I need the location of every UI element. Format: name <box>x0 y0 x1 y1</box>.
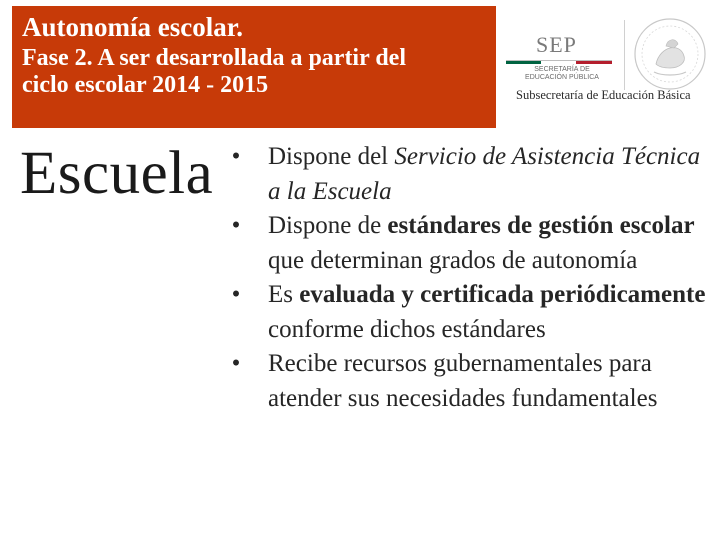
sep-caption-line-1: SECRETARÍA DE <box>534 66 590 73</box>
sep-logo <box>506 32 612 92</box>
bullet-item <box>226 140 716 209</box>
bullet-text-segment: Es <box>268 281 300 308</box>
bullet-item <box>226 209 716 278</box>
slide-subtitle-line-1: Fase 2. A ser desarrollada a partir del <box>22 44 406 71</box>
slide-subtitle-line-2: ciclo escolar 2014 - 2015 <box>22 72 269 99</box>
sep-color-rule <box>506 60 612 64</box>
bullet-item <box>226 347 716 416</box>
bullet-text-segment: Dispone del <box>268 143 395 170</box>
sep-wordmark: SEP <box>536 32 577 57</box>
bullet-item <box>226 278 716 347</box>
bullet-list <box>226 140 716 416</box>
bullet-icon: • <box>231 143 241 170</box>
slide-title: Autonomía escolar. <box>22 12 243 42</box>
bullet-text-segment: Servicio de Asistencia Técnica a la Escuela <box>268 143 701 205</box>
logo-divider <box>624 20 625 90</box>
subsecretaria-label: Subsecretaría de Educación Básica <box>516 88 691 102</box>
institution-logo <box>500 6 720 128</box>
bullet-text-segment: que determinan grados de autonomía <box>268 246 638 274</box>
bullet-text-segment: Dispone de <box>268 212 388 239</box>
national-seal-icon <box>632 16 708 92</box>
bullet-text-segment: evaluada y certificada periódicamente <box>299 281 706 308</box>
bullet-icon: • <box>231 350 241 377</box>
section-heading: Escuela <box>20 140 214 207</box>
sep-caption-line-2: EDUCACIÓN PÚBLICA <box>525 74 599 82</box>
bullet-text-segment: conforme dichos estándares <box>268 315 546 343</box>
slide-title-banner <box>12 6 496 128</box>
bullet-icon: • <box>231 212 241 239</box>
sep-caption <box>512 66 612 83</box>
bullet-icon: • <box>231 281 241 308</box>
bullet-text-segment: estándares de gestión escolar <box>387 212 695 239</box>
bullet-text-segment: Recibe recursos gubernamentales para atender sus necesidades fundamentales <box>268 350 658 412</box>
